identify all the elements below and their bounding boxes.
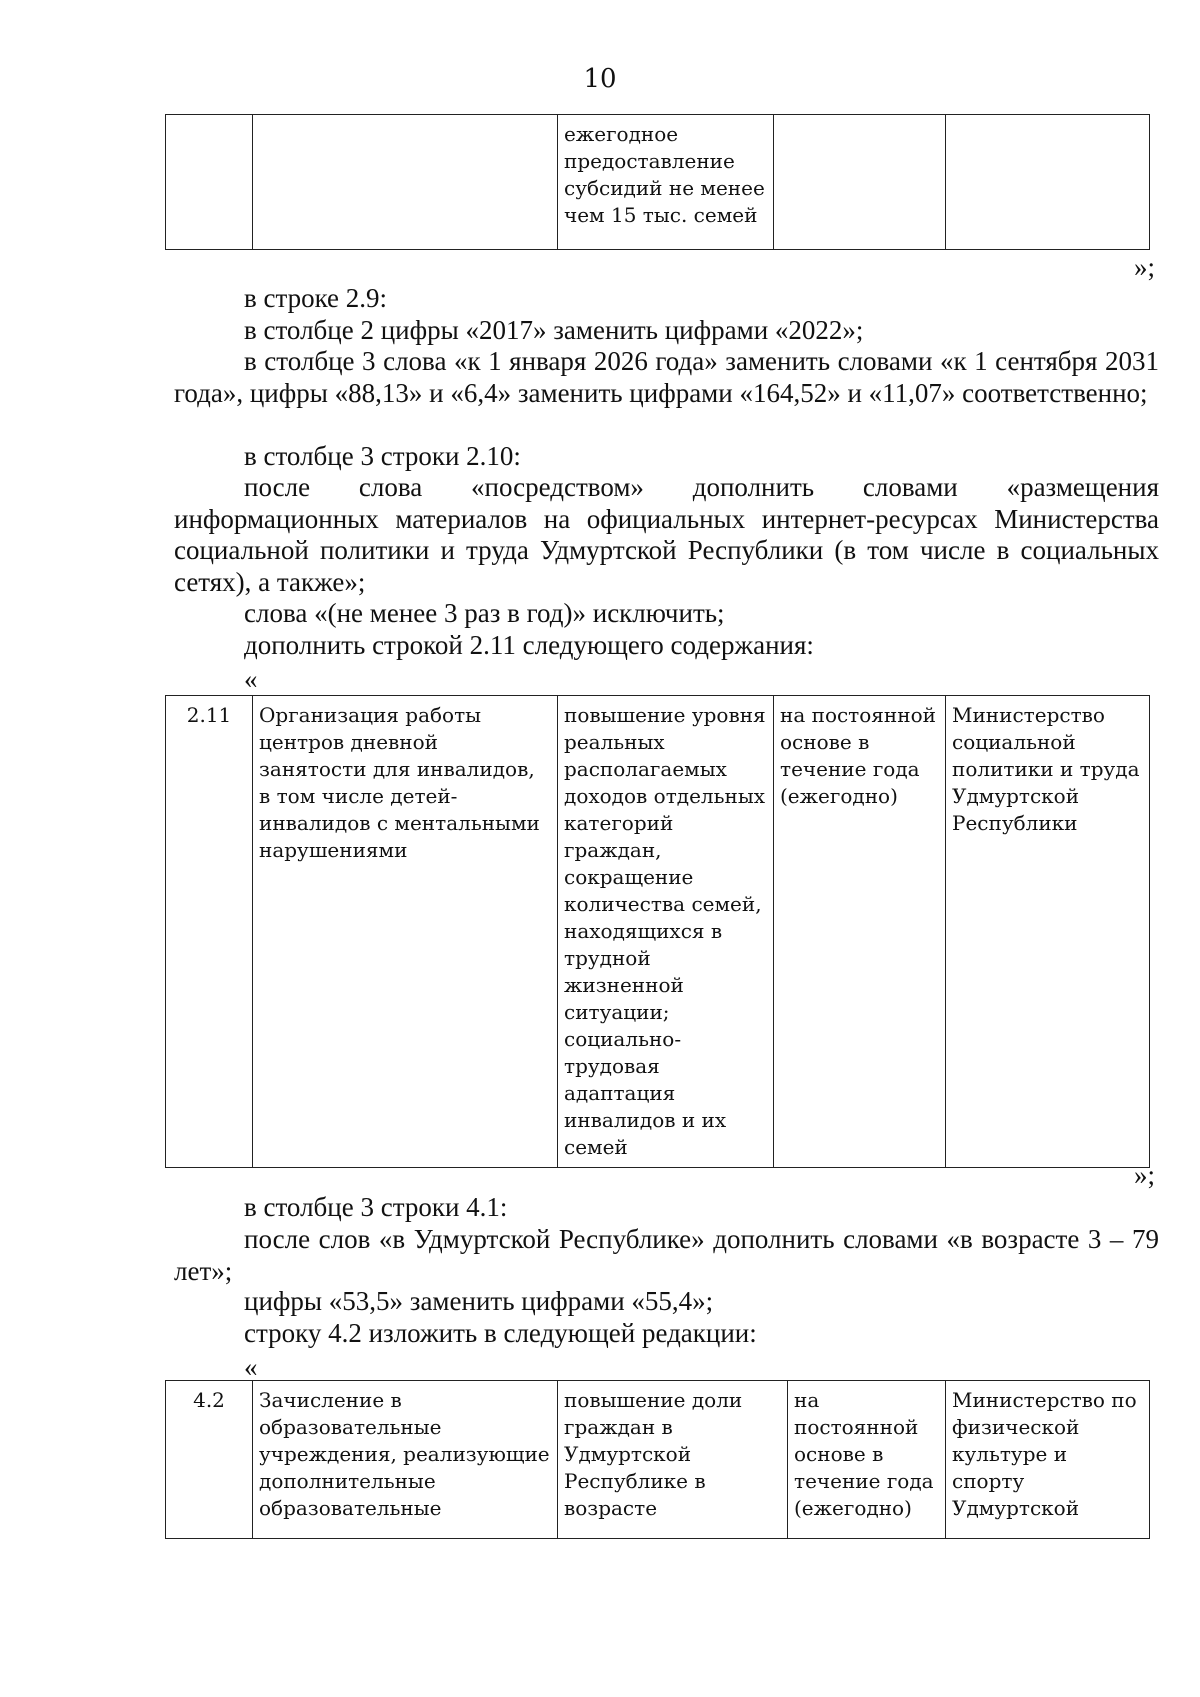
amendment-paragraph: после слова «посредством» дополнить словами «размещения информационных материалов на официальных интернет-ресурсах Министерства социальной политики и труда Удмуртской Республики (в том числе в социальных сетях), а также»; xyxy=(174,472,1159,597)
amendment-line: цифры «53,5» заменить цифрами «55,4»; xyxy=(244,1286,714,1316)
amendment-paragraph: в столбце 3 слова «к 1 января 2026 года» заменить словами «к 1 сентября 2031 года», цифры «88,13» и «6,4» заменить цифрами «164,52» и «11,07» соответственно; xyxy=(174,346,1159,408)
amendment-paragraph: после слов «в Удмуртской Республике» дополнить словами «в возрасте 3 – 79 лет»; xyxy=(174,1224,1159,1286)
table-row xyxy=(166,1381,1150,1539)
cell-num xyxy=(166,115,253,250)
table-row-4-2 xyxy=(165,1380,1150,1539)
cell-executor xyxy=(946,115,1150,250)
opening-quote: « xyxy=(244,1352,258,1382)
cell-executor: Министерство по физической культуре и спорту Удмуртской xyxy=(946,1381,1150,1539)
page-number: 10 xyxy=(583,64,617,94)
amendment-line: строку 4.2 изложить в следующей редакции: xyxy=(244,1318,757,1348)
cell-activity xyxy=(253,115,558,250)
table-row xyxy=(166,115,1150,250)
cell-executor: Министерство социальной политики и труда Удмуртской Республики xyxy=(946,696,1150,1168)
amendment-line: дополнить строкой 2.11 следующего содержания: xyxy=(244,630,814,660)
cell-term: на постоянной основе в течение года (ежегодно) xyxy=(788,1381,946,1539)
cell-num: 2.11 xyxy=(166,696,253,1168)
opening-quote: « xyxy=(244,664,258,694)
cell-result: повышение доли граждан в Удмуртской Республике в возрасте xyxy=(558,1381,788,1539)
amendment-line: слова «(не менее 3 раз в год)» исключить; xyxy=(244,598,725,628)
cell-result: повышение уровня реальных располагаемых доходов отдельных категорий граждан, сокращение количества семей, находящихся в трудной жизненной ситуации; социально-трудовая адаптация инвалидов и их семей xyxy=(558,696,774,1168)
cell-num: 4.2 xyxy=(166,1381,253,1539)
table-continuation xyxy=(165,114,1150,250)
cell-term: на постоянной основе в течение года (ежегодно) xyxy=(774,696,946,1168)
table-row-2-11 xyxy=(165,695,1150,1168)
cell-activity: Организация работы центров дневной занятости для инвалидов, в том числе детей-инвалидов с ментальными нарушениями xyxy=(253,696,558,1168)
amendment-heading-2-9: в строке 2.9: xyxy=(244,283,388,313)
cell-term xyxy=(774,115,946,250)
closing-quote: »; xyxy=(1133,1160,1155,1190)
amendment-heading-2-10: в столбце 3 строки 2.10: xyxy=(244,441,521,471)
closing-quote: »; xyxy=(1133,252,1155,282)
amendment-heading-4-1: в столбце 3 строки 4.1: xyxy=(244,1192,508,1222)
cell-result: ежегодное предоставление субсидий не менее чем 15 тыс. семей xyxy=(558,115,774,250)
cell-activity: Зачисление в образовательные учреждения, реализующие дополнительные образовательные xyxy=(253,1381,558,1539)
amendment-line: в столбце 2 цифры «2017» заменить цифрами «2022»; xyxy=(244,315,864,345)
table-row xyxy=(166,696,1150,1168)
